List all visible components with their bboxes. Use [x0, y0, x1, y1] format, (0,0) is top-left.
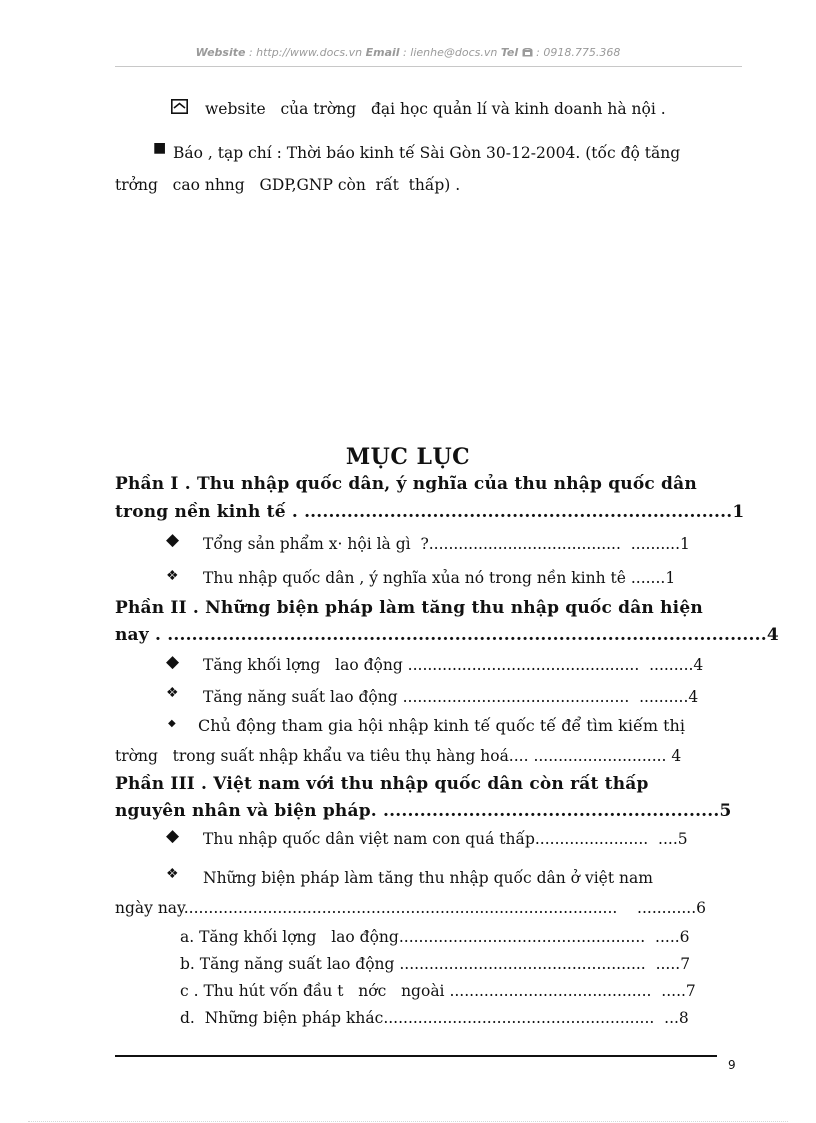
- reference-newspaper-line1: Báo , tạp chí : Thời báo kinh tế Sài Gòn 30-12-2004. (tốc độ tăng: [173, 144, 681, 162]
- diamond-bullet-icon: ◆: [166, 652, 180, 672]
- email-value: : lienhe@docs.vn: [399, 46, 501, 59]
- website-value: : http://www.docs.vn: [245, 46, 366, 59]
- toc-part2-heading-cont: nay . ..................................................................................................4: [115, 625, 779, 645]
- asterism-bullet-icon: ❖: [166, 568, 179, 584]
- toc-item-integration-cont: trờng trong suất nhập khẩu va tiêu thụ hàng hoá.... ........................... 4: [115, 747, 682, 765]
- page-header: [0, 46, 816, 59]
- asterism-bullet-icon: ❖: [166, 685, 179, 701]
- square-bullet: ■: [153, 140, 167, 156]
- toc-item-measures: Những biện pháp làm tăng thu nhập quốc dân ở việt nam: [203, 869, 653, 887]
- toc-item-low-income: Thu nhập quốc dân việt nam con quá thấp....................... ....5: [203, 830, 688, 848]
- toc-item-integration: Chủ động tham gia hội nhập kinh tế quốc tế để tìm kiếm thị: [198, 716, 685, 735]
- toc-item-labor-volume: Tăng khối lợng lao động ............................................... .........4: [203, 656, 704, 674]
- page-break-separator: [28, 1121, 788, 1122]
- phone-icon: [522, 48, 533, 57]
- reference-newspaper-line2: trởng cao nhng GDP,GNP còn rất thấp) .: [115, 176, 461, 194]
- toc-subitem-c: c . Thu hút vốn đầu t nớc ngoài ......................................... .....7: [180, 982, 696, 1000]
- tel-label: Tel: [500, 46, 519, 59]
- toc-part2-heading: Phần II . Những biện pháp làm tăng thu nhập quốc dân hiện: [115, 598, 703, 618]
- asterism-bullet-icon: ❖: [166, 866, 179, 882]
- footer-rule: [115, 1055, 717, 1057]
- toc-item-national-income: Thu nhập quốc dân , ý nghĩa xủa nó trong nền kinh tê .......1: [203, 569, 676, 587]
- email-label: Email: [365, 46, 400, 59]
- toc-item-gdp: Tổng sản phẩm x· hội là gì ?....................................... ..........1: [203, 535, 690, 553]
- diamond-bullet-icon: ◆: [166, 530, 180, 550]
- header-rule: [115, 66, 742, 67]
- small-diamond-bullet-icon: ◆: [168, 718, 176, 729]
- diamond-bullet-icon: ◆: [166, 826, 180, 846]
- reference-website: website của trờng đại học quản lí và kinh doanh hà nội .: [205, 100, 666, 118]
- toc-subitem-a: a. Tăng khối lợng lao động.................................................. .....6: [180, 928, 690, 946]
- toc-part3-heading-cont: nguyên nhân và biện pháp. .......................................................5: [115, 801, 732, 821]
- toc-part1-heading: Phần I . Thu nhập quốc dân, ý nghĩa của thu nhập quốc dân: [115, 474, 697, 494]
- toc-item-labor-productivity: Tăng năng suất lao động .............................................. ..........4: [203, 688, 699, 706]
- toc-subitem-d: d. Những biện pháp khác....................................................... ...8: [180, 1009, 689, 1027]
- toc-part1-heading-cont: trong nền kinh tế . ......................................................................1: [115, 502, 745, 522]
- toc-subitem-b: b. Tăng năng suất lao động .................................................. .....7: [180, 955, 691, 973]
- website-label: Website: [195, 46, 246, 59]
- image-placeholder-icon: [171, 99, 188, 114]
- tel-value: : 0918.775.368: [532, 46, 621, 59]
- toc-item-measures-cont: ngày nay........................................................................................ ............6: [115, 899, 707, 917]
- toc-title: MỤC LỤC: [345, 444, 471, 470]
- toc-part3-heading: Phần III . Việt nam với thu nhập quốc dân còn rất thấp: [115, 774, 649, 794]
- page-number: 9: [728, 1058, 736, 1072]
